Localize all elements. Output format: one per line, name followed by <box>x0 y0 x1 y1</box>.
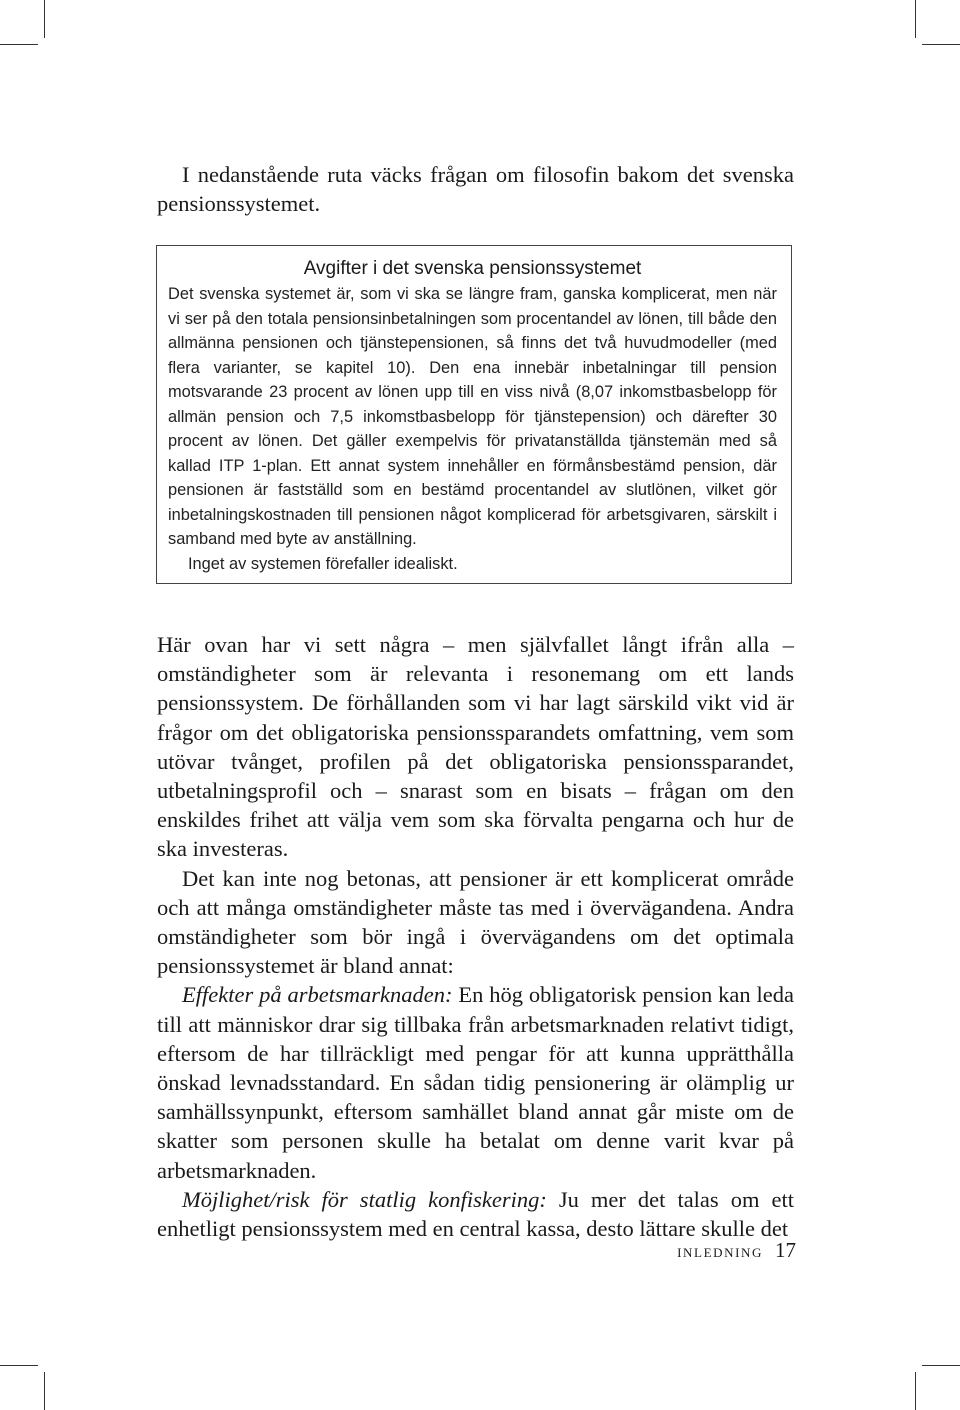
paragraph-1: Här ovan har vi sett några – men självfallet långt ifrån alla – omständigheter som är relevanta i resonemang om ett lands pensionssystem. De förhållanden som vi har lagt särskild vikt vid är frågor om det obligatoriska pensionssparandets omfattning, vem som utövar tvånget, profilen på det obligatoriska pensionssparandet, utbetalningsprofil och – snarast som en bisats – frågan om den enskildes frihet att välja vem som ska förvalta pengarna och hur de ska investeras. <box>157 632 794 862</box>
paragraph-4 <box>157 1185 794 1243</box>
box-conclusion: Inget av systemen förefaller idealiskt. <box>188 554 458 573</box>
crop-mark-top-right <box>915 0 916 38</box>
paragraph-3-text: En hög obligatorisk pension kan leda till att människor drar sig tillbaka från arbetsmarknaden relativt tidigt, eftersom de har tillräckligt med pengar för att kunna upprätthålla önskad levnadsstandard. En sådan tidig pensionering är olämplig ur samhällssynpunkt, eftersom samhället bland annat går miste om de skatter som personen skulle ha betalat om denne varit kvar på arbetsmarknaden. <box>157 982 794 1183</box>
running-footer-section: inledning <box>677 1241 763 1261</box>
paragraph-4-text: Ju mer det talas om ett enhetligt pensionssystem med en central kassa, desto lättare skulle det <box>157 1186 794 1242</box>
paragraph-2: Det kan inte nog betonas, att pensioner är ett komplicerat område och att många omständigheter måste tas med i övervägandena. Andra omständigheter som bör ingå i övervägandens om det optimala pensionssystemet är bland annat: <box>157 865 794 979</box>
crop-mark-bottom-right <box>915 1372 916 1410</box>
paragraph-4-heading: Möjlighet/risk för statlig konfiskering: <box>182 1186 547 1212</box>
main-text <box>157 630 794 1243</box>
box-body: Det svenska systemet är, som vi ska se längre fram, ganska komplicerat, men när vi ser på den totala pensionsinbetalningen som procentandel av lönen, till både den allmänna pensionen och tjänstepensionen, så finns det två huvudmodeller (med flera varianter, se kapitel 10). Den ena innebär inbetalningar till pension motsvarande 23 procent av lönen upp till en viss nivå (8,07 inkomstbasbelopp för allmän pension och 7,5 inkomstbasbelopp för tjänstepension) och därefter 30 procent av lönen. Det gäller exempelvis för privatanställda tjänstemän med så kallad ITP 1-plan. Ett annat system innehåller en förmånsbestämd pension, där pensionen är fastställd som en bestämd procentandel av slutlönen, vilket gör inbetalningskostnaden till pensionen något komplicerad för arbetsgivaren, särskilt i samband med byte av anställning. <box>168 285 777 548</box>
info-box <box>156 245 792 584</box>
crop-mark-top-left-h <box>0 44 38 45</box>
crop-mark-bottom-right-h <box>922 1365 960 1366</box>
intro-paragraph: I nedanstående ruta väcks frågan om filosofin bakom det svenska pensionssystemet. <box>157 162 794 217</box>
box-title: Avgifter i det svenska pensionssystemet <box>303 258 642 279</box>
crop-mark-bottom-left-h <box>0 1365 38 1366</box>
page-number: 17 <box>775 1238 796 1262</box>
crop-mark-top-right-h <box>922 44 960 45</box>
page-footer <box>600 1238 796 1263</box>
crop-mark-bottom-left <box>44 1372 45 1410</box>
paragraph-3 <box>157 980 794 1184</box>
crop-mark-top-left <box>44 0 45 38</box>
paragraph-3-heading: Effekter på arbetsmarknaden: <box>182 982 453 1008</box>
